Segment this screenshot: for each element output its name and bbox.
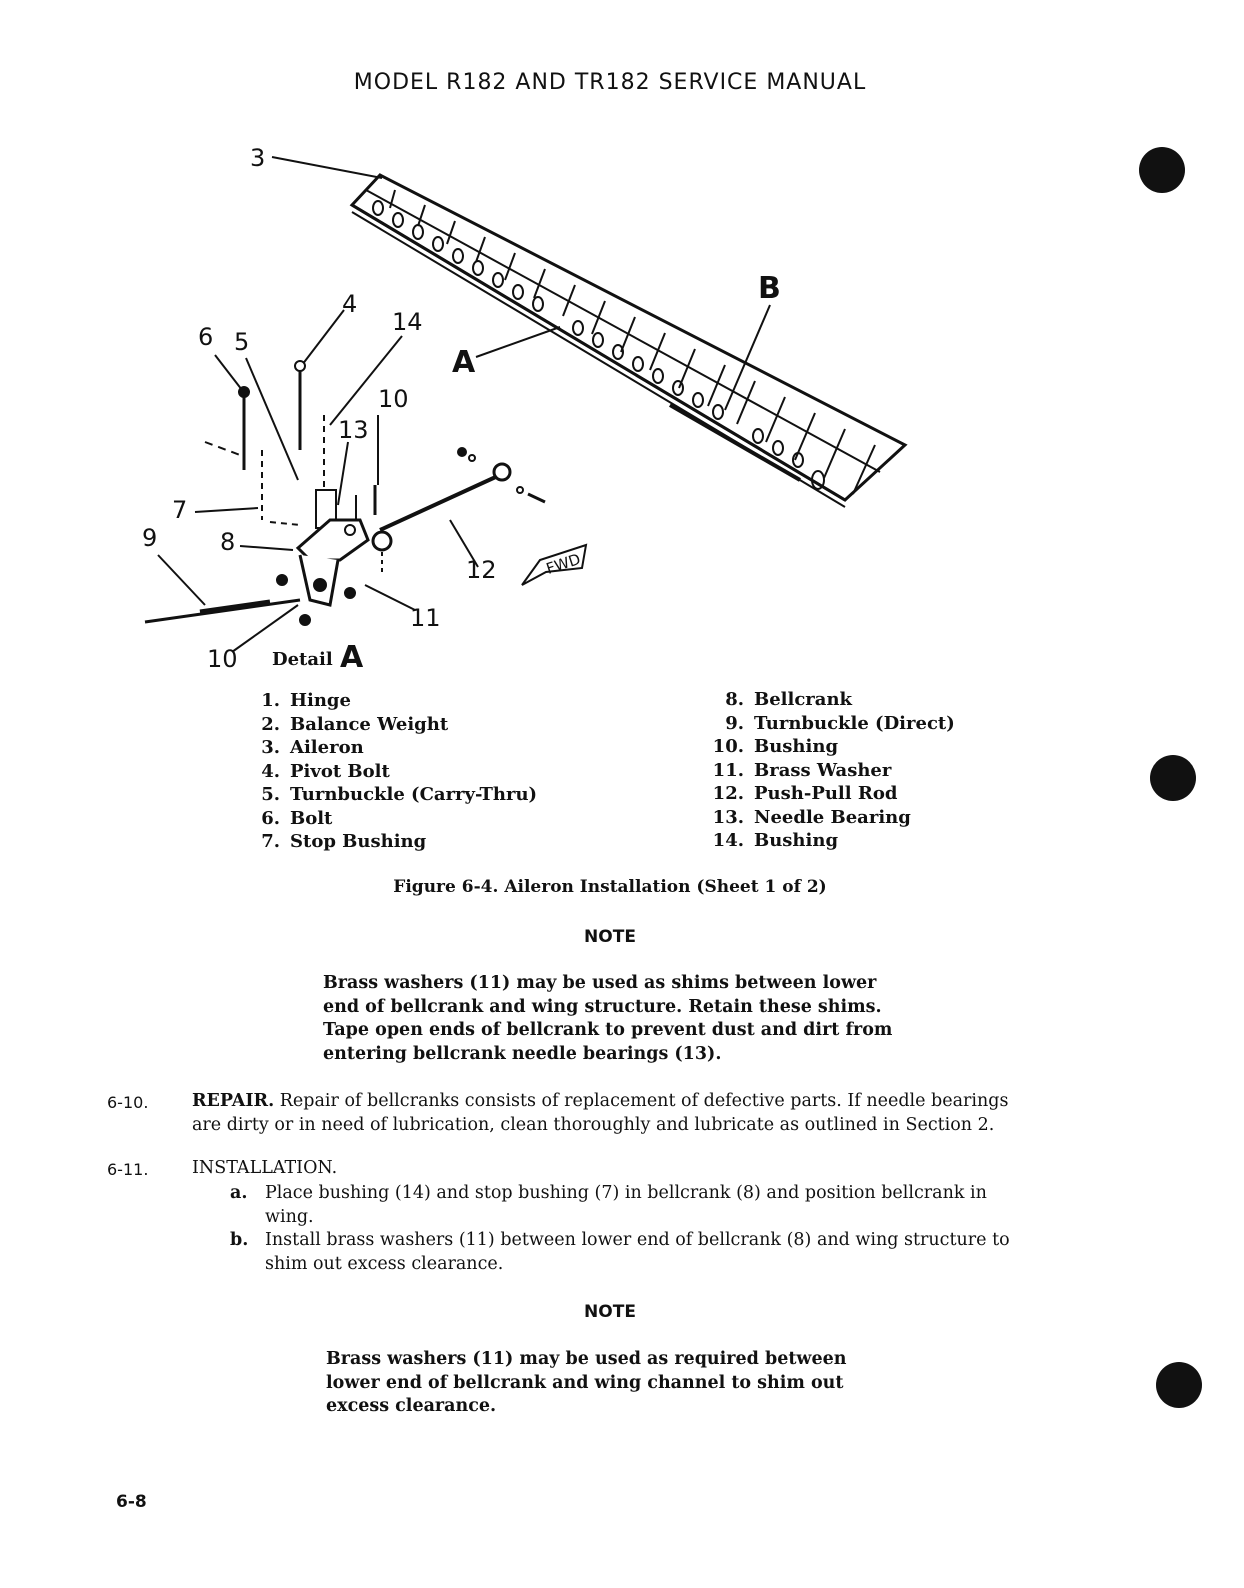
callout-label: 10 xyxy=(207,645,238,673)
note-line: Tape open ends of bellcrank to prevent dust and dirt from xyxy=(323,1020,893,1040)
step-text: Place bushing (14) and stop bushing (7) in bellcrank (8) and position bellcrank in xyxy=(265,1183,987,1203)
callout-label: 5 xyxy=(234,328,250,356)
step-text: shim out excess clearance. xyxy=(265,1253,504,1274)
view-label: B xyxy=(758,271,781,306)
section-repair xyxy=(192,1090,1132,1137)
caption-text: Aileron Installation (Sheet 1 of 2) xyxy=(504,877,827,897)
step-a xyxy=(230,1182,1130,1229)
legend-item: 10. Bushing xyxy=(712,736,839,757)
legend-item: 2. Balance Weight xyxy=(261,713,449,735)
aileron-installation-figure xyxy=(0,0,1244,700)
bellcrank-detail xyxy=(145,361,545,625)
note-body xyxy=(323,972,923,1066)
detail-letter: A xyxy=(340,640,364,675)
legend-item: 6. Bolt xyxy=(261,807,333,829)
note-line: lower end of bellcrank and wing channel to shim out xyxy=(326,1372,844,1393)
note-body xyxy=(326,1348,926,1419)
legend-left xyxy=(240,689,537,854)
detail-word: Detail xyxy=(272,649,333,670)
callout-label: 12 xyxy=(466,556,497,584)
callout-label: 10 xyxy=(378,385,409,413)
step-letter: a. xyxy=(230,1183,248,1203)
legend-item: 5. Turnbuckle (Carry-Thru) xyxy=(261,784,538,805)
callout-label: 13 xyxy=(338,416,369,444)
legend-item: 4. Pivot Bolt xyxy=(261,760,390,782)
note-line: end of bellcrank and wing structure. Retain these shims. xyxy=(323,996,882,1017)
step-letter: b. xyxy=(230,1230,249,1250)
section-number: 6-11. xyxy=(107,1160,149,1179)
note-heading: NOTE xyxy=(584,1302,636,1322)
callout-label: 7 xyxy=(172,496,188,524)
aileron-drawing xyxy=(352,175,905,507)
revision-dot xyxy=(1156,1362,1202,1408)
note-heading: NOTE xyxy=(584,927,636,947)
legend-item: 12. Push-Pull Rod xyxy=(712,783,898,804)
page-header: MODEL R182 AND TR182 SERVICE MANUAL xyxy=(353,70,867,95)
section-text: are dirty or in need of lubrication, clean thoroughly and lubricate as outlined in Section 2. xyxy=(192,1114,995,1135)
note-line: entering bellcrank needle bearings (13). xyxy=(323,1043,722,1064)
note-line: Brass washers (11) may be used as shims between lower xyxy=(323,973,877,993)
callout-label: 8 xyxy=(220,528,236,556)
legend-item: 3. Aileron xyxy=(261,737,364,758)
revision-dot xyxy=(1150,755,1196,801)
callout-label: 4 xyxy=(342,290,358,318)
section-text: Repair of bellcranks consists of replacement of defective parts. If needle bearings xyxy=(279,1091,1009,1111)
legend-item: 13. Needle Bearing xyxy=(712,806,911,828)
step-text: wing. xyxy=(265,1206,314,1227)
callout-label: 11 xyxy=(410,604,441,632)
legend-right xyxy=(704,688,955,853)
callout-label: 14 xyxy=(392,308,423,336)
section-title: INSTALLATION. xyxy=(192,1158,338,1178)
legend-item: 11. Brass Washer xyxy=(712,759,892,781)
legend-item: 14. Bushing xyxy=(712,830,839,851)
step-text: Install brass washers (11) between lower end of bellcrank (8) and wing structure to xyxy=(265,1230,1010,1250)
figure-caption xyxy=(0,877,1220,897)
legend-item: 9. Turnbuckle (Direct) xyxy=(725,712,955,734)
legend-item: 8. Bellcrank xyxy=(725,689,853,710)
view-label: A xyxy=(452,345,476,380)
callout-label: 3 xyxy=(250,144,266,172)
caption-prefix: Figure 6-4. xyxy=(393,877,499,897)
page-number: 6-8 xyxy=(116,1492,147,1512)
callout-label: 6 xyxy=(198,323,214,351)
fwd-label: FWD xyxy=(543,549,583,578)
step-b xyxy=(230,1229,1130,1276)
section-number: 6-10. xyxy=(107,1093,149,1112)
note-line: Brass washers (11) may be used as required between xyxy=(326,1349,847,1369)
legend-item: 1. Hinge xyxy=(261,690,351,711)
section-title: REPAIR. xyxy=(192,1091,275,1111)
note-line: excess clearance. xyxy=(326,1396,497,1416)
legend-item: 7. Stop Bushing xyxy=(261,831,427,852)
callout-label: 9 xyxy=(142,524,158,552)
